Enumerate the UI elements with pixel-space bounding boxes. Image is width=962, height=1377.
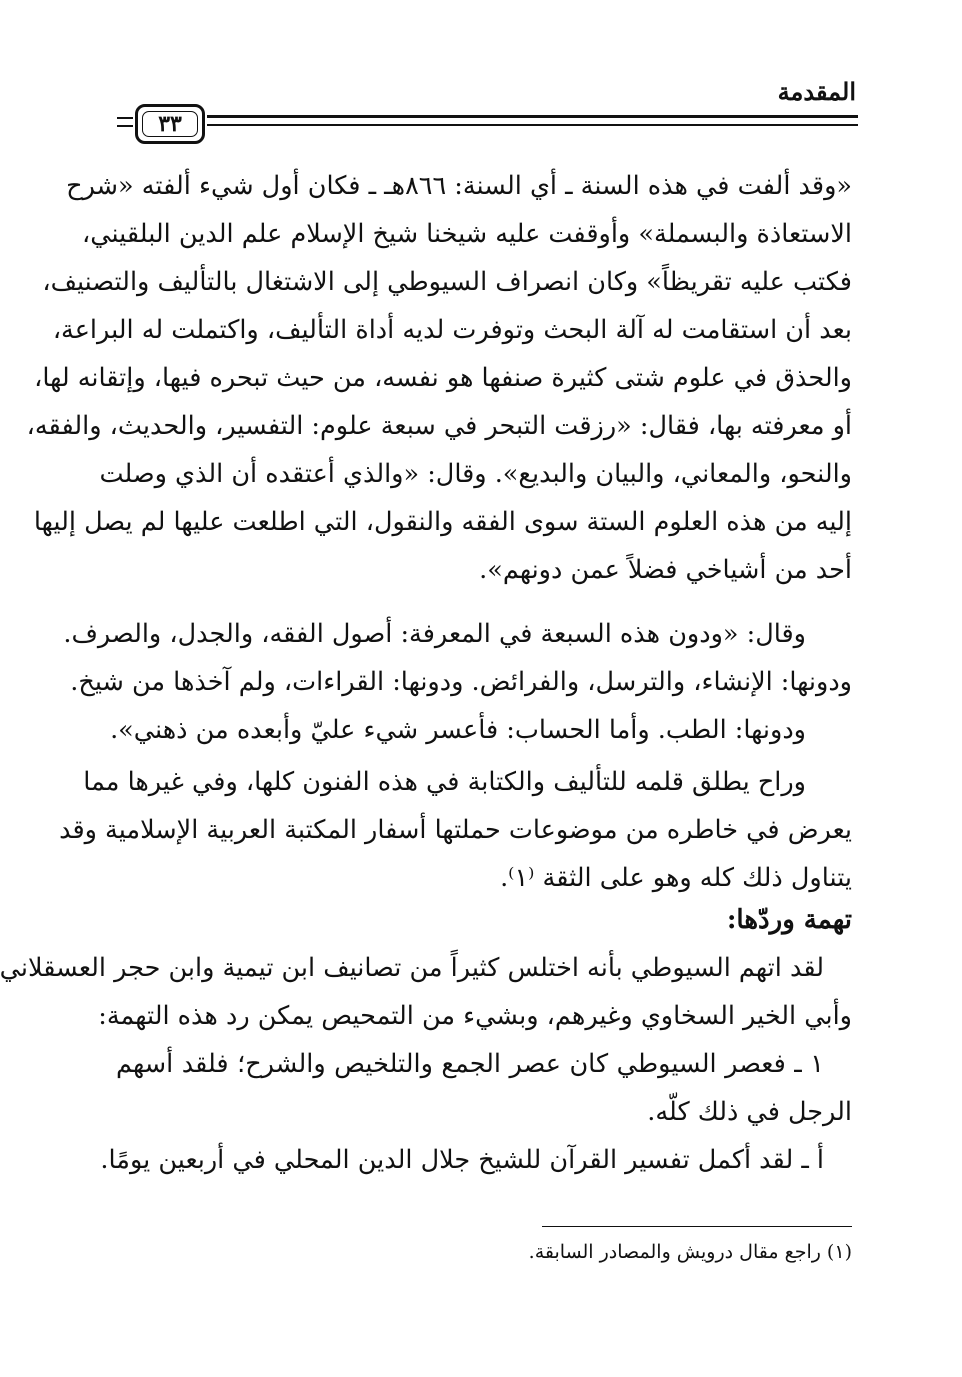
page-number: ٣٣ bbox=[142, 111, 198, 137]
header-rule-tail-top bbox=[117, 117, 133, 119]
header-rule-bottom bbox=[207, 124, 858, 126]
paragraph-quote bbox=[63, 610, 852, 754]
footnote: (١) راجع مقال درويش والمصادر السابقة. bbox=[528, 1241, 852, 1263]
text-line: أو معرفته بها، فقال: «رزقت التبحر في سبعة علوم: التفسير، والحديث، والفقه، bbox=[26, 411, 852, 441]
text-line: بعد أن استقامت له آلة البحث وتوفرت لديه أداة التأليف، واكتملت له البراعة، bbox=[52, 315, 852, 345]
text-line: ودونها: الإنشاء، والترسل، والفرائض. ودونها: القراءات، ولم آخذها من شيخ. bbox=[70, 667, 852, 697]
text-line: وأبي الخير السخاوي وغيرهم، وبشيء من التمحيص يمكن رد هذه التهمة: bbox=[98, 1001, 852, 1031]
running-title: المقدمة bbox=[777, 77, 856, 106]
page-number-frame bbox=[135, 104, 205, 144]
header-rule-tail-bottom bbox=[117, 125, 133, 127]
text-line: فكتب عليه تقريظاً» وكان انصراف السيوطي إلى الاشتغال بالتأليف والتصنيف، bbox=[42, 267, 852, 297]
text-line: «وقد ألفت في هذه السنة ـ أي السنة: ٨٦٦هـ ـ فكان أول شيء ألفته «شرح bbox=[66, 171, 852, 201]
paragraph-writing bbox=[59, 758, 852, 902]
text-line: لقد اتهم السيوطي بأنه اختلس كثيراً من تصانيف ابن تيمية وابن حجر العسقلاني bbox=[0, 953, 824, 983]
text-line: وقال: «ودون هذه السبعة في المعرفة: أصول الفقه، والجدل، والصرف. bbox=[63, 619, 806, 649]
text-line: الرجل في ذلك كلّه. bbox=[647, 1097, 852, 1127]
text-line: والحذق في علوم شتى كثيرة صنفها هو نفسه، من حيث تبحره فيها، وإتقانه لها، bbox=[34, 363, 852, 393]
text-line: يعرض في خاطره من موضوعات حملتها أسفار المكتبة العربية الإسلامية وقد bbox=[59, 815, 852, 845]
text-line: يتناول ذلك كله وهو على الثقة ⁽١⁾. bbox=[500, 863, 852, 893]
text-line: ودونها: الطب. وأما الحساب: فأعسر شيء عليّ وأبعده من ذهني». bbox=[110, 715, 806, 745]
text-line: ١ ـ فعصر السيوطي كان عصر الجمع والتلخيص والشرح؛ فلقد أسهم bbox=[116, 1049, 824, 1079]
text-line: أحد من أشياخي فضلاً عمن دونهم». bbox=[479, 555, 852, 585]
text-line: الاستعاذة والبسملة» وأوقفت عليه شيخنا شيخ الإسلام علم الدين البلقيني، bbox=[81, 219, 852, 249]
section-heading-block bbox=[116, 896, 852, 944]
text-line: والنحو، والمعاني، والبيان والبديع». وقال: «والذي أعتقده أن الذي وصلت bbox=[99, 459, 852, 489]
footnote-rule bbox=[542, 1226, 852, 1227]
text-line: أ ـ لقد أكمل تفسير القرآن للشيخ جلال الدين المحلي في أربعين يومًا. bbox=[100, 1145, 824, 1175]
paragraph-intro bbox=[26, 162, 852, 594]
header-rule-top bbox=[207, 115, 858, 118]
text-line: إليه من هذه العلوم الستة سوى الفقه والنقول، التي اطلعت عليها لم يصل إليها bbox=[33, 507, 852, 537]
text-line: وراح يطلق قلمه للتأليف والكتابة في هذه الفنون كلها، وفي غيرها مما bbox=[83, 767, 806, 797]
section-heading: تهمة وردّها: bbox=[726, 905, 852, 935]
paragraph-accusation bbox=[0, 944, 852, 1184]
